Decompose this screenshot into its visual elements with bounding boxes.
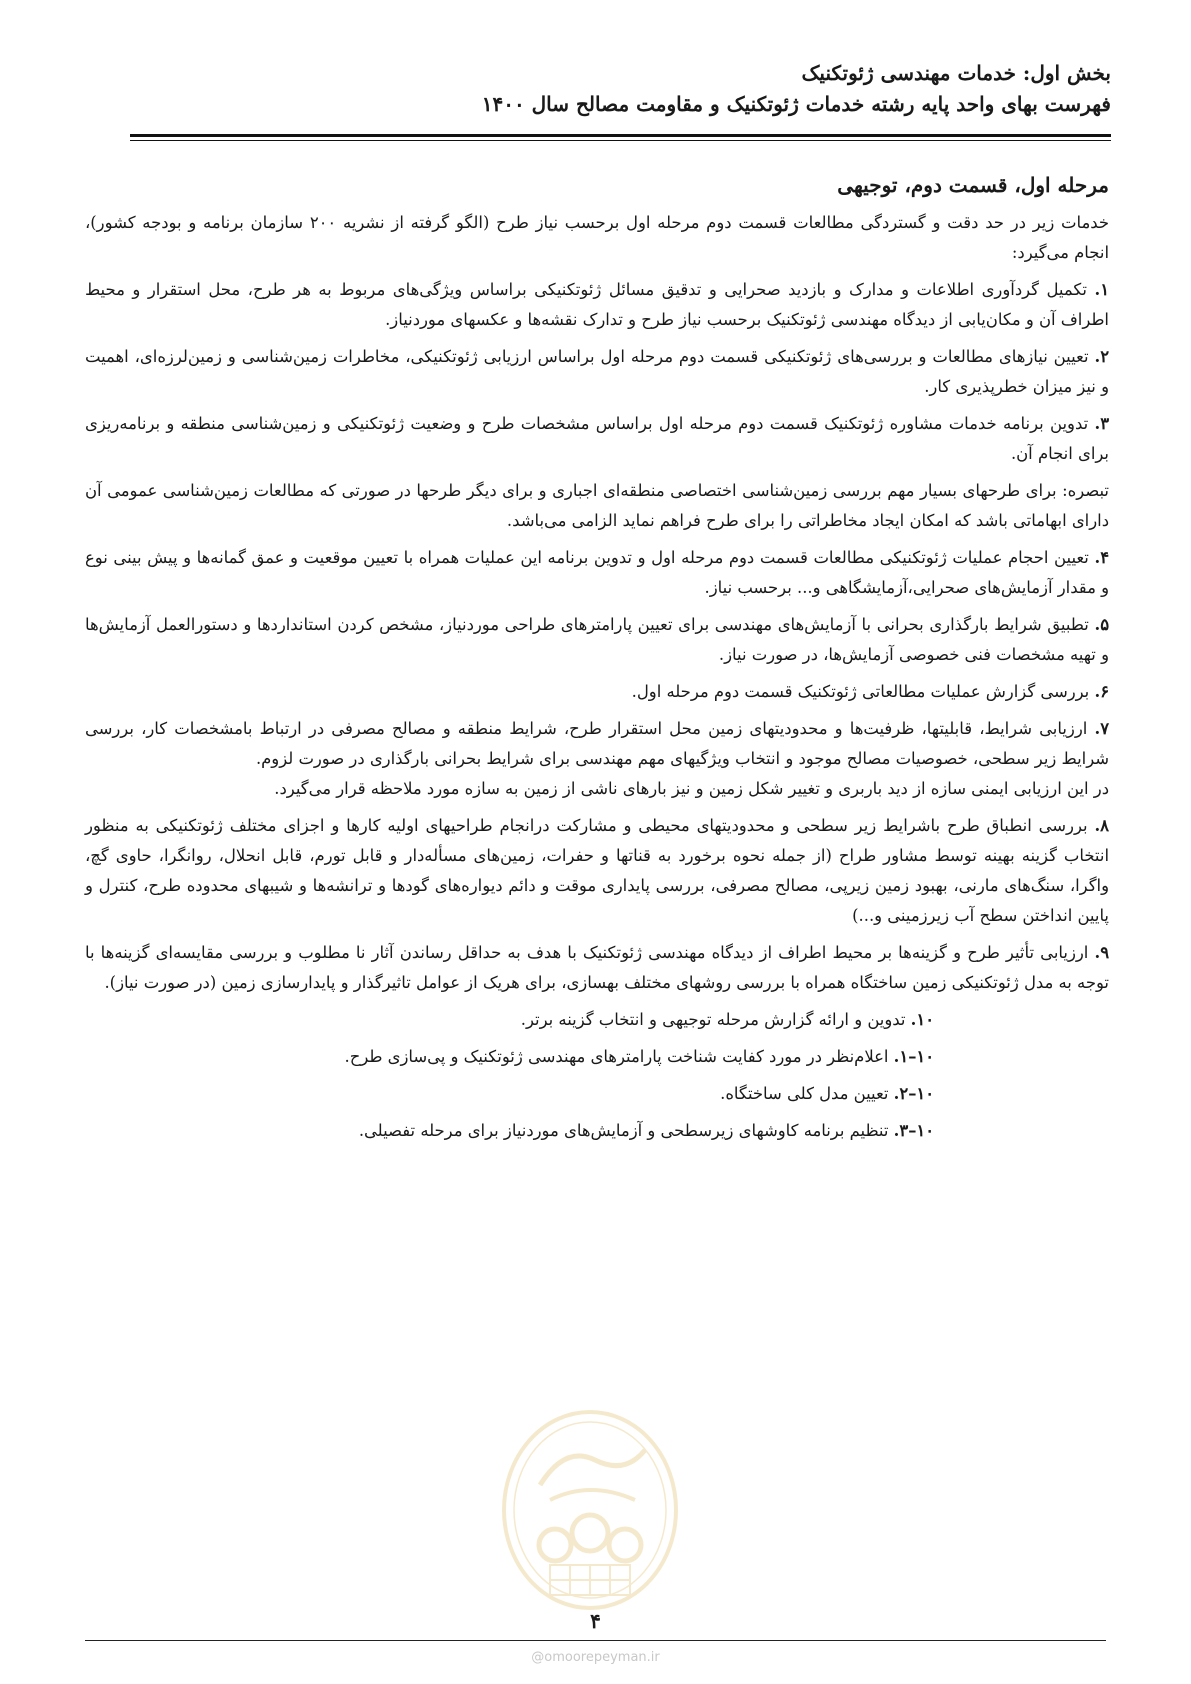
list-item bbox=[85, 714, 1109, 774]
item-text: تکمیل گردآوری اطلاعات و مدارک و بازدید صحرایی و تدقیق مسائل ژئوتکنیکی براساس ویژگی‌های مربوط به هر طرح، محل استقرار و محیط اطراف آن و مکان‌یابی از دیدگاه مهندسی ژئوتکنیک برحسب نیاز طرح و تدارک نقشه‌ها و عکسهای موردنیاز. bbox=[85, 280, 1109, 329]
item-number: ۱۰–۳. bbox=[893, 1121, 934, 1140]
list-item bbox=[85, 409, 1109, 469]
item-number: ۱. bbox=[1094, 280, 1109, 299]
item-number: ۲. bbox=[1094, 347, 1109, 366]
list-item bbox=[85, 610, 1109, 670]
item-number: ۱۰–۲. bbox=[893, 1084, 934, 1103]
section-title: مرحله اول، قسمت دوم، توجیهی bbox=[837, 173, 1109, 197]
list-item bbox=[85, 677, 1109, 707]
header-document-title: فهرست بهای واحد پایه رشته خدمات ژئوتکنیک و مقاومت مصالح سال ۱۴۰۰ bbox=[481, 92, 1111, 116]
item-text: ارزیابی تأثیر طرح و گزینه‌ها بر محیط اطراف از دیدگاه مهندسی ژئوتکنیک با هدف به حداقل رساندن آثار نا مطلوب و بررسی مقایسه‌ای گزینه‌ها با توجه به مدل ژئوتکنیکی زمین ساختگاه همراه با بررسی روشهای مختلف بهسازی، برای هریک از عوامل تاثیرگذار و پایدارسازی زمین (در صورت نیاز). bbox=[85, 943, 1109, 992]
item-number: ۵. bbox=[1094, 615, 1109, 634]
note-paragraph: تبصره: برای طرحهای بسیار مهم بررسی زمین‌شناسی اختصاصی منطقه‌ای اجباری و برای دیگر طرحها در صورتی که مطالعات زمین‌شناسی عمومی آن دارای ابهاماتی باشد که امکان ایجاد مخاطراتی را برای طرح فراهم نماید الزامی می‌باشد. bbox=[85, 481, 1109, 530]
item-number: ۱۰–۱. bbox=[893, 1047, 934, 1066]
sub-list-item bbox=[85, 1079, 1109, 1109]
item-number: ۸. bbox=[1094, 816, 1109, 835]
item-text: تدوین برنامه خدمات مشاوره ژئوتکنیک قسمت دوم مرحله اول براساس مشخصات طرح و وضعیت ژئوتکنیکی و زمین‌شناسی منطقه و برنامه‌ریزی برای انجام آن. bbox=[85, 414, 1109, 463]
item-number: ۷. bbox=[1094, 719, 1109, 738]
item-number: ۴. bbox=[1094, 548, 1109, 567]
item-text: تطبیق شرایط بارگذاری بحرانی با آزمایش‌های مهندسی برای تعیین پارامترهای طراحی موردنیاز، مشخص کردن استانداردها و دستورالعمل آزمایش‌ها و تهیه مشخصات فنی خصوصی آزمایش‌ها، در صورت نیاز. bbox=[85, 615, 1109, 664]
item-text: تنظیم برنامه کاوشهای زیرسطحی و آزمایش‌های موردنیاز برای مرحله تفصیلی. bbox=[358, 1121, 889, 1140]
item-text: اعلام‌نظر در مورد کفایت شناخت پارامترهای مهندسی ژئوتکنیک و پی‌سازی طرح. bbox=[344, 1047, 889, 1066]
footer-rule bbox=[85, 1640, 1106, 1641]
list-item bbox=[85, 342, 1109, 402]
item-number: ۹. bbox=[1094, 943, 1110, 962]
main-content bbox=[85, 170, 1109, 1153]
header-rule-thick bbox=[130, 134, 1111, 137]
item-continuation: در این ارزیابی ایمنی سازه از دید باربری و تغییر شکل زمین و نیز بارهای ناشی از زمین به سازه مورد ملاحظه قرار می‌گیرد. bbox=[274, 779, 1109, 798]
item-text: بررسی انطباق طرح باشرایط زیر سطحی و محدودیتهای محیطی و مشارکت درانجام طراحیهای اولیه کارها و اجزای مختلف ژئوتکنیکی به منظور انتخاب گزینه بهینه توسط مشاور طراح (از جمله نحوه برخورد به قناتها و حفرات، زمین‌های مسأله‌دار و قابل تورم، قابل انحلال، روانگرا، حاوی گچ، واگرا، سنگ‌های مارنی، بهبود زمین زیرپی، مصالح مصرفی، بررسی پایداری موقت و دائم دیواره‌های گودها و ترانشه‌ها و شیبهای محدوده طرح، کنترل و پایین انداختن سطح آب زیرزمینی و...) bbox=[85, 816, 1109, 925]
item-number: ۶. bbox=[1094, 682, 1109, 701]
watermark-logo bbox=[495, 1405, 685, 1625]
page-number: ۴ bbox=[590, 1609, 601, 1633]
item-text: تعیین احجام عملیات ژئوتکنیکی مطالعات قسمت دوم مرحله اول و تدوین برنامه این عملیات همراه با تعیین موقعیت و عمق گمانه‌ها و پیش بینی نوع و مقدار آزمایش‌های صحرایی،آزمایشگاهی و... برحسب نیاز. bbox=[85, 548, 1109, 597]
item-text: تعیین نیازهای مطالعات و بررسی‌های ژئوتکنیکی قسمت دوم مرحله اول براساس ارزیابی ژئوتکنیکی، مخاطرات زمین‌شناسی و زمین‌لرزه‌ای، اهمیت و نیز میزان خطرپذیری کار. bbox=[85, 347, 1109, 396]
item-text: ارزیابی شرایط، قابلیتها، ظرفیت‌ها و محدودیتهای زمین محل استقرار طرح، شرایط منطقه و مصالح مصرفی در ارتباط بامشخصات کار، بررسی شرایط زیر سطحی، خصوصیات مصالح موجود و انتخاب ویژگیهای مهم مهندسی برای شرایط بحرانی بارگذاری در صورت لزوم. bbox=[85, 719, 1109, 768]
site-watermark-link[interactable]: @omoorepeyman.ir bbox=[531, 1650, 660, 1665]
list-item bbox=[85, 275, 1109, 335]
item-text: تعیین مدل کلی ساختگاه. bbox=[720, 1084, 889, 1103]
sub-list-item bbox=[85, 1042, 1109, 1072]
list-item bbox=[85, 811, 1109, 931]
header-section-title: بخش اول: خدمات مهندسی ژئوتکنیک bbox=[801, 61, 1111, 85]
page-header bbox=[130, 58, 1111, 120]
intro-paragraph: خدمات زیر در حد دقت و گستردگی مطالعات قسمت دوم مرحله اول برحسب نیاز طرح (الگو گرفته از نشریه ۲۰۰ سازمان برنامه و بودجه کشور)، انجام می‌گیرد: bbox=[85, 213, 1109, 262]
item-text: تدوین و ارائه گزارش مرحله توجیهی و انتخاب گزینه برتر. bbox=[520, 1010, 906, 1029]
sub-list-item bbox=[85, 1116, 1109, 1146]
item-number: ۱۰. bbox=[910, 1010, 934, 1029]
item-text: بررسی گزارش عملیات مطالعاتی ژئوتکنیک قسمت دوم مرحله اول. bbox=[631, 682, 1090, 701]
item-number: ۳. bbox=[1094, 414, 1109, 433]
list-item bbox=[85, 938, 1109, 998]
header-rule-thin bbox=[130, 140, 1111, 141]
list-item bbox=[85, 543, 1109, 603]
sub-list-item bbox=[85, 1005, 1109, 1035]
